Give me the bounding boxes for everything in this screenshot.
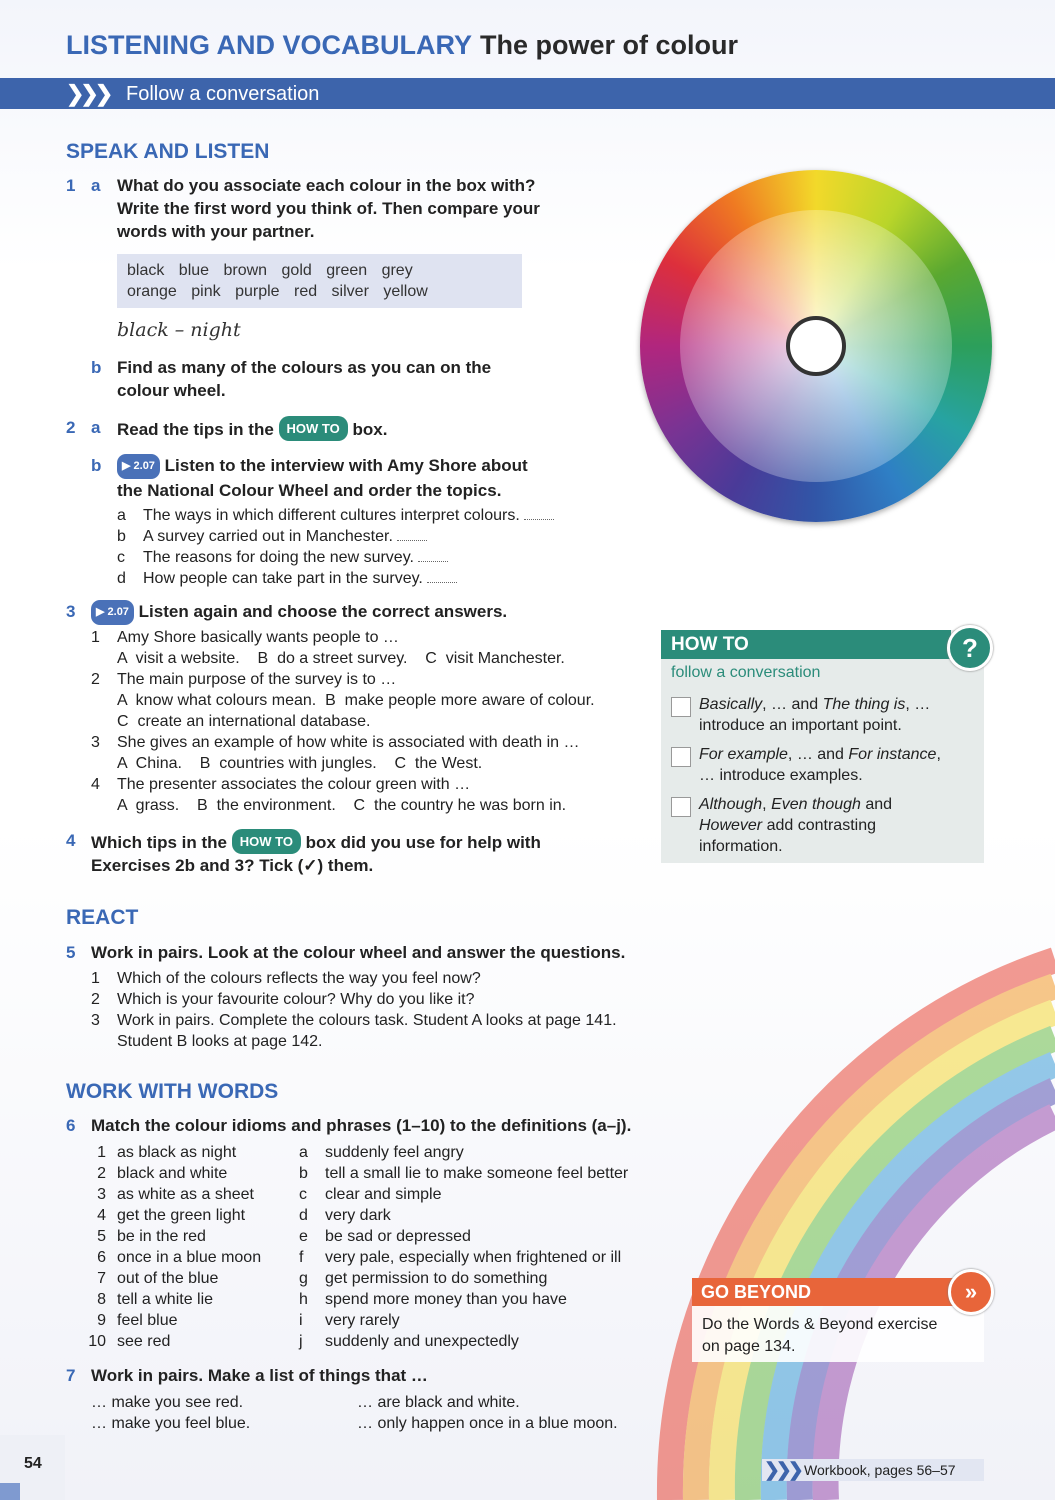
- heading-react: REACT: [66, 906, 139, 929]
- item-text: get permission to do something: [325, 1270, 548, 1287]
- list-item: [91, 690, 595, 711]
- page-title: [66, 30, 738, 61]
- item-text: as black as night: [117, 1144, 237, 1161]
- item-letter: a: [117, 507, 126, 524]
- item-text: tell a small lie to make someone feel better: [325, 1165, 629, 1182]
- item-letter: c: [299, 1186, 307, 1203]
- word-box-row1: black blue brown gold green grey: [127, 262, 413, 279]
- item-text: Student B looks at page 142.: [117, 1033, 323, 1050]
- howto-pill: HOW TO: [232, 829, 301, 854]
- colour-wheel: [640, 170, 992, 522]
- list-item: … are black and white.: [357, 1394, 520, 1411]
- audio-track-icon[interactable]: ▶ 2.07: [117, 454, 160, 479]
- chevrons-icon: ❯❯❯: [764, 1460, 800, 1481]
- item-letter: a: [299, 1144, 308, 1161]
- item-text: Which is your favourite colour? Why do you like it?: [117, 991, 475, 1008]
- table-row: [86, 1331, 261, 1352]
- table-row: [86, 1163, 261, 1184]
- idiom-list: [86, 1142, 261, 1352]
- list-item: [91, 711, 595, 732]
- item-text: very dark: [325, 1207, 391, 1224]
- item-text: The ways in which different cultures interpret colours.: [143, 507, 520, 524]
- ex2a-letter: a: [91, 418, 101, 437]
- item-number: 3: [91, 1012, 100, 1029]
- item-text: A China. B countries with jungles. C the West.: [117, 755, 483, 772]
- list-item: [117, 547, 554, 568]
- item-text: A visit a website. B do a street survey. C visit Manchester.: [117, 650, 565, 667]
- list-item: [91, 795, 595, 816]
- word-box-row2: orange pink purple red silver yellow: [127, 283, 428, 300]
- howto-tip-1: [699, 694, 975, 736]
- item-letter: i: [299, 1312, 303, 1329]
- ex3-number: 3: [66, 602, 76, 621]
- tip-text: information.: [699, 838, 783, 855]
- definition-list: [299, 1142, 628, 1352]
- go-beyond-line1: Do the Words & Beyond exercise: [702, 1316, 938, 1333]
- item-letter: g: [299, 1270, 308, 1287]
- answer-blank[interactable]: [427, 582, 457, 583]
- list-item: … only happen once in a blue moon.: [357, 1415, 618, 1432]
- table-row: [299, 1247, 628, 1268]
- table-row: [299, 1184, 628, 1205]
- list-item: [91, 669, 595, 690]
- item-number: 6: [97, 1249, 106, 1266]
- ex5-items: [91, 968, 617, 1052]
- item-number: 1: [91, 970, 100, 987]
- ex6-question: Match the colour idioms and phrases (1–10) to the definitions (a–j).: [91, 1116, 632, 1135]
- item-number: 5: [97, 1228, 106, 1245]
- item-text: A know what colours mean. B make people more aware of colour.: [117, 692, 595, 709]
- ex1a-question: [117, 174, 540, 243]
- item-text: The main purpose of the survey is to …: [117, 671, 397, 688]
- ex4-number: 4: [66, 831, 76, 850]
- ex2a-text: Read the tips in the: [117, 420, 274, 439]
- item-letter: d: [117, 570, 126, 587]
- item-text: once in a blue moon: [117, 1249, 262, 1266]
- ex4-text: Which tips in the: [91, 833, 227, 852]
- subtitle-text: Follow a conversation: [126, 83, 320, 105]
- ex7-column-2: [357, 1392, 618, 1434]
- table-row: [299, 1310, 628, 1331]
- tip-text: , … and: [762, 696, 823, 713]
- tip-text: and: [860, 796, 893, 813]
- tip-text: introduce an important point.: [699, 717, 902, 734]
- table-row: [86, 1289, 261, 1310]
- item-text: The presenter associates the colour green with …: [117, 776, 471, 793]
- tick-box-3[interactable]: [671, 797, 691, 817]
- howto-title: HOW TO: [671, 634, 749, 655]
- item-number: 4: [91, 776, 100, 793]
- item-text: Work in pairs. Complete the colours task. Student A looks at page 141.: [117, 1012, 617, 1029]
- phrase: Basically: [699, 696, 763, 713]
- go-beyond-header: [692, 1278, 960, 1306]
- item-number: 2: [91, 671, 100, 688]
- list-item: [117, 505, 554, 526]
- table-row: [86, 1226, 261, 1247]
- go-beyond-text: [702, 1314, 977, 1358]
- ex4-question: [91, 829, 541, 877]
- item-text: She gives an example of how white is associated with death in …: [117, 734, 580, 751]
- answer-blank[interactable]: [524, 519, 554, 520]
- item-text: How people can take part in the survey.: [143, 570, 423, 587]
- phrase: Even though: [771, 796, 861, 813]
- howto-header: [661, 630, 951, 659]
- item-letter: b: [117, 528, 126, 545]
- ex1a-line3: words with your partner.: [117, 222, 315, 241]
- item-text: Which of the colours reflects the way you feel now?: [117, 970, 481, 987]
- subtitle-bar: [0, 78, 1055, 109]
- item-text: get the green light: [117, 1207, 246, 1224]
- ex5-number: 5: [66, 943, 76, 962]
- item-text: out of the blue: [117, 1270, 219, 1287]
- item-number: 2: [97, 1165, 106, 1182]
- tick-box-2[interactable]: [671, 747, 691, 767]
- ex3-question: [91, 600, 507, 625]
- list-item: [91, 989, 617, 1010]
- table-row: [86, 1247, 261, 1268]
- item-text: be in the red: [117, 1228, 206, 1245]
- item-letter: f: [299, 1249, 304, 1266]
- item-letter: e: [299, 1228, 308, 1245]
- howto-box: [661, 630, 984, 863]
- chevrons-icon: ❯❯❯: [66, 81, 110, 106]
- ex1b-line1: Find as many of the colours as you can on the: [117, 358, 492, 377]
- topic-list: [117, 505, 554, 589]
- item-number: 3: [97, 1186, 106, 1203]
- go-beyond-box: [692, 1278, 984, 1362]
- item-text: A survey carried out in Manchester.: [143, 528, 393, 545]
- audio-track-number: 2.07: [107, 606, 129, 618]
- table-row: [299, 1163, 628, 1184]
- list-item: [91, 732, 595, 753]
- item-letter: h: [299, 1291, 308, 1308]
- table-row: [299, 1226, 628, 1247]
- phrase: Although: [699, 796, 763, 813]
- table-row: [86, 1310, 261, 1331]
- answer-blank[interactable]: [418, 561, 448, 562]
- ex2b-letter: b: [91, 456, 102, 475]
- table-row: [86, 1184, 261, 1205]
- ex2-number: 2: [66, 418, 76, 437]
- wheel-centre: [786, 316, 846, 376]
- list-item: … make you feel blue.: [91, 1415, 251, 1432]
- howto-tip-3: [699, 794, 975, 857]
- ex7-question: Work in pairs. Make a list of things that …: [91, 1366, 428, 1385]
- ex2b-line1: Listen to the interview with Amy Shore about: [164, 456, 528, 475]
- tip-text: , …: [905, 696, 931, 713]
- item-number: 1: [97, 1144, 106, 1161]
- ex2b-question: [117, 454, 528, 502]
- page-number-tab: [0, 1435, 65, 1500]
- go-beyond-title: GO BEYOND: [701, 1282, 812, 1302]
- item-letter: d: [299, 1207, 308, 1224]
- ex2a-question: [117, 416, 387, 441]
- ex4-line2: Exercises 2b and 3? Tick (✓) them.: [91, 856, 374, 875]
- ex1a-line1: What do you associate each colour in the box with?: [117, 176, 536, 195]
- table-row: [299, 1205, 628, 1226]
- item-text: very pale, especially when frightened or ill: [325, 1249, 622, 1266]
- ex1a-letter: a: [91, 176, 101, 195]
- item-text: clear and simple: [325, 1186, 442, 1203]
- list-item: [91, 1031, 617, 1052]
- item-number: 8: [97, 1291, 106, 1308]
- list-item: [91, 648, 595, 669]
- ex2a-text-end: box.: [352, 420, 388, 439]
- item-number: 4: [97, 1207, 106, 1224]
- list-item: [91, 1010, 617, 1031]
- phrase: The thing is: [822, 696, 906, 713]
- ex1b-line2: colour wheel.: [117, 381, 226, 400]
- workbook-reference[interactable]: [762, 1459, 984, 1481]
- item-number: 9: [97, 1312, 106, 1329]
- item-text: tell a white lie: [117, 1291, 214, 1308]
- item-text: suddenly and unexpectedly: [325, 1333, 519, 1350]
- audio-track-number: 2.07: [133, 460, 155, 472]
- tip-text: ,: [936, 746, 941, 763]
- item-number: 7: [97, 1270, 106, 1287]
- item-text: Amy Shore basically wants people to …: [117, 629, 399, 646]
- table-row: [86, 1268, 261, 1289]
- rainbow-illustration: [560, 900, 1055, 1500]
- item-number: 2: [91, 991, 100, 1008]
- item-text: C create an international database.: [117, 713, 371, 730]
- tick-box-1[interactable]: [671, 697, 691, 717]
- ex3-text: Listen again and choose the correct answers.: [138, 602, 508, 621]
- item-text: The reasons for doing the new survey.: [143, 549, 414, 566]
- ex3-lines: [91, 627, 595, 816]
- item-letter: j: [299, 1333, 303, 1350]
- phrase: For instance: [848, 746, 937, 763]
- tip-text: , … and: [787, 746, 849, 763]
- heading-work-with-words: WORK WITH WORDS: [66, 1080, 279, 1103]
- ex7-number: 7: [66, 1366, 76, 1385]
- item-number: 1: [91, 629, 100, 646]
- ex4-text-end: box did you use for help with: [305, 833, 541, 852]
- tip-text: ,: [762, 796, 772, 813]
- heading-speak-listen: SPEAK AND LISTEN: [66, 140, 270, 163]
- tip-text: add contrasting: [762, 817, 876, 834]
- list-item: [117, 568, 554, 589]
- table-row: [299, 1331, 628, 1352]
- page-stripe: [0, 1483, 20, 1500]
- phrase: However: [699, 817, 763, 834]
- item-text: black and white: [117, 1165, 228, 1182]
- item-text: spend more money than you have: [325, 1291, 567, 1308]
- question-icon: ?: [947, 625, 993, 671]
- item-text: A grass. B the environment. C the country he was born in.: [117, 797, 567, 814]
- ex1b-letter: b: [91, 358, 102, 377]
- item-text: feel blue: [117, 1312, 178, 1329]
- table-row: [86, 1205, 261, 1226]
- audio-track-icon[interactable]: ▶ 2.07: [91, 600, 134, 625]
- item-text: suddenly feel angry: [325, 1144, 464, 1161]
- item-number: 10: [88, 1333, 106, 1350]
- howto-tip-2: [699, 744, 975, 786]
- ex6-number: 6: [66, 1116, 76, 1135]
- item-letter: c: [117, 549, 125, 566]
- ex1-number: 1: [66, 176, 76, 195]
- workbook-pages: Workbook, pages 56–57: [804, 1462, 956, 1478]
- table-row: [299, 1142, 628, 1163]
- list-item: … make you see red.: [91, 1394, 244, 1411]
- list-item: [91, 774, 595, 795]
- list-item: [91, 627, 595, 648]
- item-letter: b: [299, 1165, 308, 1182]
- item-text: as white as a sheet: [117, 1186, 254, 1203]
- item-text: be sad or depressed: [325, 1228, 471, 1245]
- handwritten-example: black – night: [117, 319, 241, 341]
- table-row: [299, 1268, 628, 1289]
- ex2b-line2: the National Colour Wheel and order the topics.: [117, 481, 502, 500]
- howto-subtitle: follow a conversation: [671, 664, 821, 681]
- ex1a-line2: Write the first word you think of. Then compare your: [117, 199, 540, 218]
- phrase: For example: [699, 746, 788, 763]
- table-row: [299, 1289, 628, 1310]
- table-row: [86, 1142, 261, 1163]
- ex5-question: Work in pairs. Look at the colour wheel and answer the questions.: [91, 943, 626, 962]
- lesson-title: The power of colour: [480, 30, 739, 60]
- ex7-column-1: [91, 1392, 250, 1434]
- ex1b-question: [117, 356, 491, 402]
- item-number: 3: [91, 734, 100, 751]
- list-item: [91, 968, 617, 989]
- page-number: 54: [24, 1455, 42, 1472]
- fast-forward-icon: »: [948, 1269, 994, 1315]
- item-text: see red: [117, 1333, 171, 1350]
- section-label: LISTENING AND VOCABULARY: [66, 30, 473, 60]
- list-item: [117, 526, 554, 547]
- answer-blank[interactable]: [397, 540, 427, 541]
- go-beyond-line2: on page 134.: [702, 1338, 796, 1355]
- item-text: very rarely: [325, 1312, 400, 1329]
- tip-text: … introduce examples.: [699, 767, 863, 784]
- list-item: [91, 753, 595, 774]
- howto-pill: HOW TO: [279, 416, 348, 441]
- colour-word-box: [117, 254, 522, 308]
